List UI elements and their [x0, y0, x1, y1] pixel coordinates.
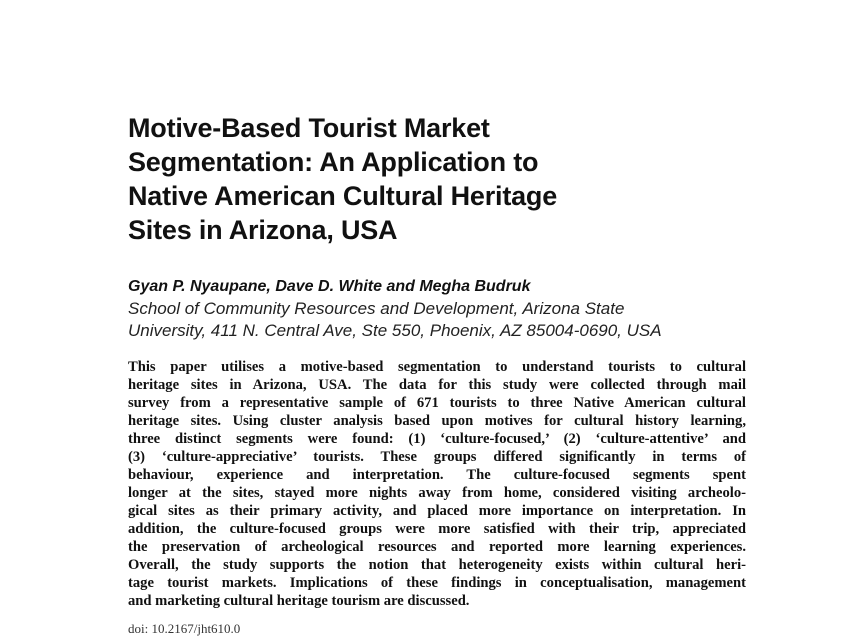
- author-affiliation: [128, 298, 662, 342]
- affiliation-line: University, 411 N. Central Ave, Ste 550, Phoenix, AZ 85004-0690, USA: [128, 321, 662, 340]
- title-line: Motive-Based Tourist Market: [128, 113, 490, 143]
- doi-link[interactable]: doi: 10.2167/jht610.0: [128, 621, 241, 636]
- abstract-line: longer at the sites, stayed more nights away from home, considered visiting archeolo-: [128, 485, 746, 501]
- abstract-line: behaviour, experience and interpretation. The culture-focused segments spent: [128, 467, 746, 483]
- abstract-line: three distinct segments were found: (1) ‘culture-focused,’ (2) ‘culture-attentive’ and: [128, 431, 746, 447]
- abstract-line: (3) ‘culture-appreciative’ tourists. These groups differed significantly in terms of: [128, 449, 746, 465]
- abstract-line: addition, the culture-focused groups were more satisfied with their trip, appreciated: [128, 521, 746, 537]
- abstract-line: tage tourist markets. Implications of these findings in conceptualisation, management: [128, 575, 746, 591]
- abstract-line: heritage sites. Using cluster analysis based upon motives for cultural history learning,: [128, 413, 746, 429]
- title-line: Sites in Arizona, USA: [128, 215, 398, 245]
- abstract: [128, 358, 746, 610]
- affiliation-line: School of Community Resources and Development, Arizona State: [128, 299, 625, 318]
- paper-title: [128, 111, 688, 247]
- abstract-line: This paper utilises a motive-based segmentation to understand tourists to cultural: [128, 359, 746, 375]
- title-line: Segmentation: An Application to: [128, 147, 539, 177]
- abstract-line: the preservation of archeological resources and reported more learning experiences.: [128, 539, 746, 555]
- abstract-line: and marketing cultural heritage tourism are discussed.: [128, 593, 470, 609]
- author-list: Gyan P. Nyaupane, Dave D. White and Megha Budruk: [128, 278, 531, 295]
- abstract-line: Overall, the study supports the notion that heterogeneity exists within cultural heri-: [128, 557, 746, 573]
- abstract-line: gical sites as their primary activity, and placed more importance on interpretation. In: [128, 503, 746, 519]
- abstract-line: heritage sites in Arizona, USA. The data for this study were collected through mail: [128, 377, 746, 393]
- abstract-line: survey from a representative sample of 671 tourists to three Native American cultural: [128, 395, 746, 411]
- title-line: Native American Cultural Heritage: [128, 181, 558, 211]
